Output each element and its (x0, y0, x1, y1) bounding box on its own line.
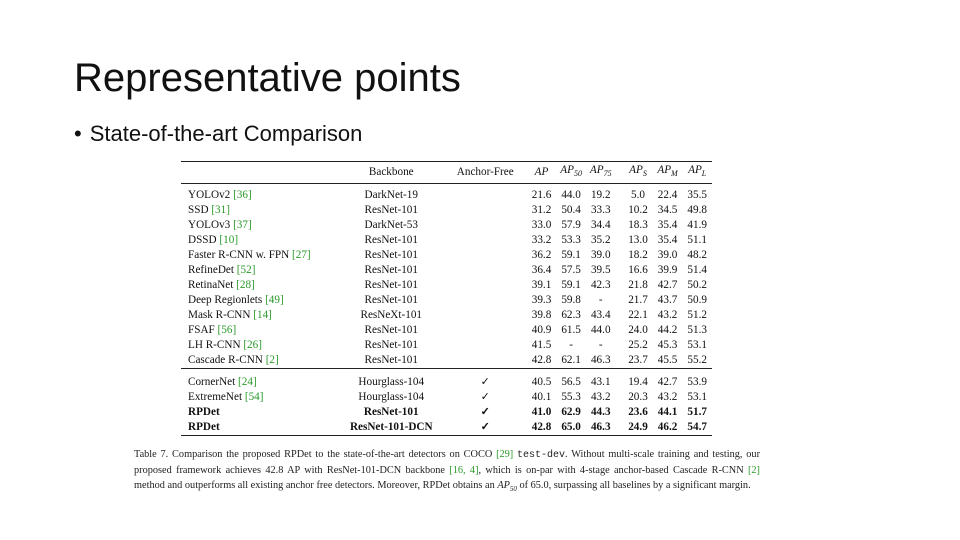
table-row (181, 263, 712, 278)
results-table-figure (181, 161, 712, 436)
cell-gap (616, 248, 624, 263)
header-apm: $AP_M$ (653, 162, 683, 184)
cell-aps: 23.6 (628, 406, 648, 419)
header-backbone: Backbone (339, 162, 444, 184)
cell-ap75: - (598, 339, 603, 352)
cell-ap50: 50.4 (561, 204, 581, 217)
cell-method: RetinaNet [28] (188, 279, 255, 292)
cell-gap (616, 233, 624, 248)
cell-backbone: DarkNet-53 (364, 219, 418, 232)
checkmark-icon: ✓ (480, 406, 490, 419)
header-ap75: $AP_{75}$ (586, 162, 616, 184)
cell-gap (616, 263, 624, 278)
cell-anchor-free (444, 233, 527, 248)
cell-anchor-free (444, 308, 527, 323)
cell-apm: 45.3 (657, 339, 678, 352)
cell-gap (616, 369, 624, 391)
cell-ap: 36.2 (531, 249, 552, 262)
cell-method: YOLOv2 [36] (188, 189, 252, 202)
cell-ap50: 59.1 (561, 279, 581, 292)
caption-text: Table 7. Comparison the proposed RPDet to the state-of-the-art detectors on COCO (134, 449, 497, 460)
citation: [54] (242, 391, 264, 404)
cell-aps: 18.2 (628, 249, 648, 262)
bullet-text: State-of-the-art Comparison (89, 121, 363, 146)
cell-apm: 42.7 (657, 279, 678, 292)
cell-anchor-free (444, 203, 527, 218)
cell-method: Deep Regionlets [49] (188, 294, 284, 307)
caption-text: , which is on-par with 4-stage anchor-based Cascade R-CNN (478, 465, 748, 476)
cell-ap50: 61.5 (561, 324, 581, 337)
cell-method: SSD [31] (188, 204, 230, 217)
cell-apm: 46.2 (653, 420, 683, 436)
citation: [52] (233, 264, 256, 277)
caption-code: test-dev (517, 450, 566, 461)
cell-apl: 35.5 (687, 189, 707, 202)
cell-backbone: ResNet-101 (364, 234, 418, 247)
cell-gap (616, 184, 624, 204)
cell-apl: 54.7 (682, 420, 712, 436)
cell-anchor-free (444, 263, 527, 278)
bullet-icon: • (74, 121, 82, 146)
cell-backbone: ResNet-101 (364, 249, 418, 262)
citation: [37] (230, 219, 252, 232)
cell-gap (616, 323, 624, 338)
cell-apl: 51.1 (687, 234, 707, 247)
cell-apl: 53.1 (687, 391, 707, 404)
cell-ap: 33.0 (531, 219, 552, 232)
cell-aps: 22.1 (628, 309, 648, 322)
cell-apl: 50.2 (687, 279, 707, 292)
cell-apl: 55.2 (687, 354, 707, 367)
cell-ap75: 35.2 (590, 234, 611, 247)
cell-ap50: 44.0 (561, 189, 581, 202)
cell-ap50: 53.3 (561, 234, 581, 247)
cell-method: RPDet (188, 406, 220, 419)
cell-apl: 51.2 (687, 309, 707, 322)
cell-ap: 39.1 (531, 279, 552, 292)
cell-ap50: 59.8 (561, 294, 581, 307)
cell-apm: 34.5 (657, 204, 678, 217)
table-row (181, 420, 712, 436)
bullet-item (74, 121, 362, 147)
cell-gap (616, 308, 624, 323)
table-row (181, 218, 712, 233)
cell-ap75: 34.4 (590, 219, 611, 232)
cell-ap: 42.8 (527, 420, 557, 436)
table-row (181, 369, 712, 391)
cell-aps: 21.7 (628, 294, 648, 307)
citation: [36] (230, 189, 252, 202)
cell-ap75: - (598, 294, 603, 307)
cell-apm: 22.4 (657, 189, 678, 202)
header-aps: $AP_S$ (623, 162, 653, 184)
cell-backbone: ResNet-101 (364, 279, 418, 292)
cell-method: DSSD [10] (188, 234, 239, 247)
cell-gap (616, 203, 624, 218)
cell-gap (616, 353, 624, 369)
cell-ap: 41.0 (531, 406, 552, 419)
cell-ap: 40.9 (531, 324, 552, 337)
citation: [14] (250, 309, 272, 322)
citation: [27] (289, 249, 311, 262)
cell-ap: 40.5 (527, 369, 557, 391)
cell-backbone: Hourglass-104 (358, 391, 425, 404)
cell-gap (616, 338, 624, 353)
cell-anchor-free (444, 323, 527, 338)
cell-ap75: 43.4 (590, 309, 611, 322)
cell-ap75: 39.5 (590, 264, 611, 277)
header-apl: $AP_L$ (682, 162, 712, 184)
cell-aps: 13.0 (628, 234, 648, 247)
cell-anchor-free (444, 278, 527, 293)
cell-aps: 21.8 (628, 279, 648, 292)
cell-backbone: Hourglass-104 (339, 369, 444, 391)
cell-ap50: 65.0 (556, 420, 586, 436)
cell-ap50: - (569, 339, 573, 352)
cell-aps: 20.3 (628, 391, 648, 404)
citation: [10] (216, 234, 239, 247)
cell-gap (616, 218, 624, 233)
cell-method: ExtremeNet [54] (188, 391, 264, 404)
cell-method: Faster R-CNN w. FPN [27] (188, 249, 311, 262)
cell-apl: 51.3 (687, 324, 707, 337)
slide-title: Representative points (74, 56, 461, 100)
cell-backbone: ResNet-101 (364, 204, 418, 217)
cell-ap: 39.3 (531, 294, 552, 307)
cell-ap: 40.1 (531, 391, 552, 404)
cell-ap50: 57.5 (561, 264, 581, 277)
cell-method: LH R-CNN [26] (188, 339, 262, 352)
cell-ap50: 62.9 (561, 406, 581, 419)
caption-text: . Without multi-scale training and testing, our proposed framework achieves 42.8 AP with ResNet-101-DCN backbone (134, 449, 760, 476)
cell-ap: 31.2 (531, 204, 552, 217)
cell-anchor-free (444, 353, 527, 369)
cell-apm: 43.7 (657, 294, 678, 307)
table-row (181, 278, 712, 293)
caption-citation: [16, 4] (449, 465, 479, 476)
cell-anchor-free (444, 338, 527, 353)
cell-apl: 51.7 (687, 406, 707, 419)
cell-aps: 23.7 (628, 354, 648, 367)
cell-apm: 39.0 (657, 249, 678, 262)
cell-backbone: ResNeXt-101 (360, 309, 423, 322)
cell-ap50: 55.3 (561, 391, 581, 404)
caption-text: method and outperforms all existing anchor free detectors. Moreover, RPDet obtains an (134, 480, 498, 491)
cell-ap50: 56.5 (556, 369, 586, 391)
cell-apm: 45.5 (657, 354, 678, 367)
cell-backbone: ResNet-101 (364, 354, 418, 367)
cell-method: YOLOv3 [37] (188, 219, 252, 232)
cell-gap (616, 278, 624, 293)
cell-ap75: 46.3 (586, 420, 616, 436)
cell-method: CornerNet [24] (181, 369, 339, 391)
cell-backbone: ResNet-101 (364, 264, 418, 277)
cell-backbone: ResNet-101 (363, 406, 419, 419)
cell-apm: 44.1 (657, 406, 678, 419)
citation: [28] (233, 279, 255, 292)
cell-ap: 41.5 (531, 339, 552, 352)
cell-backbone: ResNet-101 (364, 294, 418, 307)
cell-apm: 44.2 (657, 324, 678, 337)
cell-ap75: 33.3 (590, 204, 611, 217)
cell-apl: 50.9 (687, 294, 707, 307)
table-row (181, 233, 712, 248)
cell-apl: 48.2 (687, 249, 707, 262)
citation: [31] (208, 204, 230, 217)
cell-apl: 41.9 (687, 219, 707, 232)
cell-ap75: 46.3 (590, 354, 611, 367)
table-row (181, 390, 712, 405)
header-method (181, 162, 339, 184)
table-caption (134, 447, 760, 497)
results-table (181, 161, 712, 436)
cell-anchor-free (444, 184, 527, 204)
checkmark-icon: ✓ (480, 391, 490, 404)
cell-ap: 21.6 (531, 189, 552, 202)
cell-apm: 35.4 (657, 219, 678, 232)
cell-apl: 49.8 (687, 204, 707, 217)
cell-ap75: 42.3 (590, 279, 611, 292)
cell-method: Mask R-CNN [14] (188, 309, 272, 322)
cell-method: FSAF [56] (188, 324, 237, 337)
citation: [49] (262, 294, 284, 307)
cell-aps: 18.3 (628, 219, 648, 232)
cell-ap: 33.2 (531, 234, 552, 247)
cell-ap75: 39.0 (590, 249, 611, 262)
checkmark-icon: ✓ (444, 369, 527, 391)
cell-aps: 16.6 (628, 264, 648, 277)
cell-method: RefineDet [52] (188, 264, 256, 277)
cell-gap (616, 420, 624, 436)
cell-ap: 36.4 (531, 264, 552, 277)
cell-aps: 24.0 (628, 324, 648, 337)
caption-metric: $AP_{50}$ (497, 480, 517, 494)
citation: [26] (240, 339, 262, 352)
cell-ap50: 62.1 (561, 354, 581, 367)
table-row (181, 293, 712, 308)
table-row (181, 203, 712, 218)
header-ap50: $AP_{50}$ (556, 162, 586, 184)
cell-apm: 43.2 (657, 309, 678, 322)
cell-apm: 39.9 (657, 264, 678, 277)
cell-aps: 24.9 (623, 420, 653, 436)
caption-citation: [2] (747, 465, 760, 476)
cell-ap50: 62.3 (561, 309, 581, 322)
cell-method: Cascade R-CNN [2] (188, 354, 279, 367)
cell-apm: 43.2 (657, 391, 678, 404)
cell-apl: 53.9 (682, 369, 712, 391)
citation: [2] (262, 354, 279, 367)
citation: [24] (235, 376, 257, 389)
header-ap: AP (527, 162, 557, 184)
cell-backbone: ResNet-101-DCN (339, 420, 444, 436)
cell-apl: 51.4 (687, 264, 707, 277)
cell-gap (616, 293, 624, 308)
table-row (181, 338, 712, 353)
cell-ap75: 43.2 (590, 391, 611, 404)
cell-anchor-free (444, 293, 527, 308)
cell-aps: 5.0 (631, 189, 645, 202)
cell-aps: 19.4 (623, 369, 653, 391)
cell-ap: 39.8 (531, 309, 552, 322)
cell-aps: 10.2 (628, 204, 648, 217)
cell-anchor-free (444, 248, 527, 263)
cell-ap50: 59.1 (561, 249, 581, 262)
table-row (181, 248, 712, 263)
table-header-row (181, 162, 712, 184)
cell-ap50: 57.9 (561, 219, 581, 232)
cell-apl: 53.1 (687, 339, 707, 352)
cell-method: RPDet (181, 420, 339, 436)
cell-gap (616, 390, 624, 405)
cell-backbone: ResNet-101 (364, 324, 418, 337)
header-anchor-free: Anchor-Free (444, 162, 527, 184)
cell-ap75: 44.0 (590, 324, 611, 337)
table-row (181, 405, 712, 420)
cell-apm: 42.7 (653, 369, 683, 391)
table-row (181, 308, 712, 323)
cell-ap75: 43.1 (586, 369, 616, 391)
cell-aps: 25.2 (628, 339, 648, 352)
cell-backbone: ResNet-101 (364, 339, 418, 352)
table-row (181, 323, 712, 338)
checkmark-icon: ✓ (444, 420, 527, 436)
cell-apm: 35.4 (657, 234, 678, 247)
table-row (181, 184, 712, 204)
citation: [56] (214, 324, 237, 337)
caption-citation: [29] (496, 449, 514, 460)
cell-ap: 42.8 (531, 354, 552, 367)
cell-gap (616, 405, 624, 420)
caption-text: of 65.0, surpassing all baselines by a significant margin. (516, 480, 751, 491)
cell-anchor-free (444, 218, 527, 233)
table-row (181, 353, 712, 369)
cell-ap75: 19.2 (590, 189, 611, 202)
cell-ap75: 44.3 (590, 406, 611, 419)
cell-backbone: DarkNet-19 (364, 189, 418, 202)
